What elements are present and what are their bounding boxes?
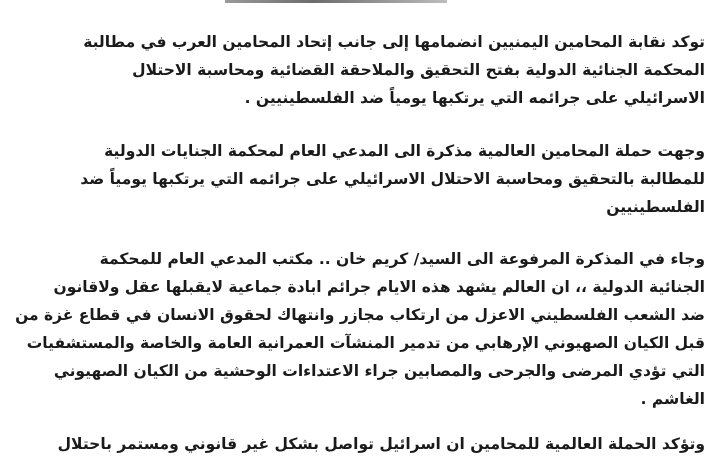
text-line: التي تؤدي المرضى والجرحى والمصابين جراء الاعتداءات الوحشية من الكيان الصهيوني (53, 362, 705, 380)
text-line: ضد الشعب الفلسطيني الاعزل من ارتكاب مجازر وانتهاك لحقوق الانسان في قطاع غزة من (15, 306, 705, 324)
text-line: المحكمة الجنائية الدولية بفتح التحقيق والملاحقة القضائية ومحاسبة الاحتلال (132, 61, 705, 79)
paragraph-1 (83, 28, 705, 112)
text-line: الاسرائيلي على جرائمه التي يرتكبها يومياً ضد الفلسطينيين . (244, 89, 705, 107)
text-line: توكد نقابة المحامين اليمنيين انضمامها إلى جانب إتحاد المحامين العرب في مطالبة (83, 33, 705, 51)
paragraph-3 (15, 245, 705, 413)
text-line: الغاشم . (640, 390, 705, 408)
text-line: قبل الكيان الصهيوني الإرهابي من تدمير المنشآت العمرانية العامة والخاصة والمستشفيات (26, 334, 705, 352)
text-line: الجنائية الدولية ،، ان العالم يشهد هذه الايام جرائم ابادة جماعية لايقبلها عقل ولاقانون (53, 278, 705, 296)
paragraph-4-partial (57, 430, 705, 458)
text-line: الفلسطينيين (606, 198, 705, 216)
text-line: وجهت حملة المحامين العالمية مذكرة الى المدعي العام لمحكمة الجنايات الدولية (104, 142, 705, 160)
text-line: للمطالبة بالتحقيق ومحاسبة الاحتلال الاسرائيلي على جرائمه التي يرتكبها يومياً ضد (80, 170, 705, 188)
text-line: وجاء في المذكرة المرفوعة الى السيد/ كريم خان .. مكتب المدعي العام للمحكمة (99, 250, 705, 268)
top-divider-rule (225, 0, 447, 3)
paragraph-2 (80, 137, 705, 221)
text-line: وتؤكد الحملة العالمية للمحامين ان اسرائيل تواصل بشكل غير قانوني ومستمر باحتلال (57, 435, 705, 453)
